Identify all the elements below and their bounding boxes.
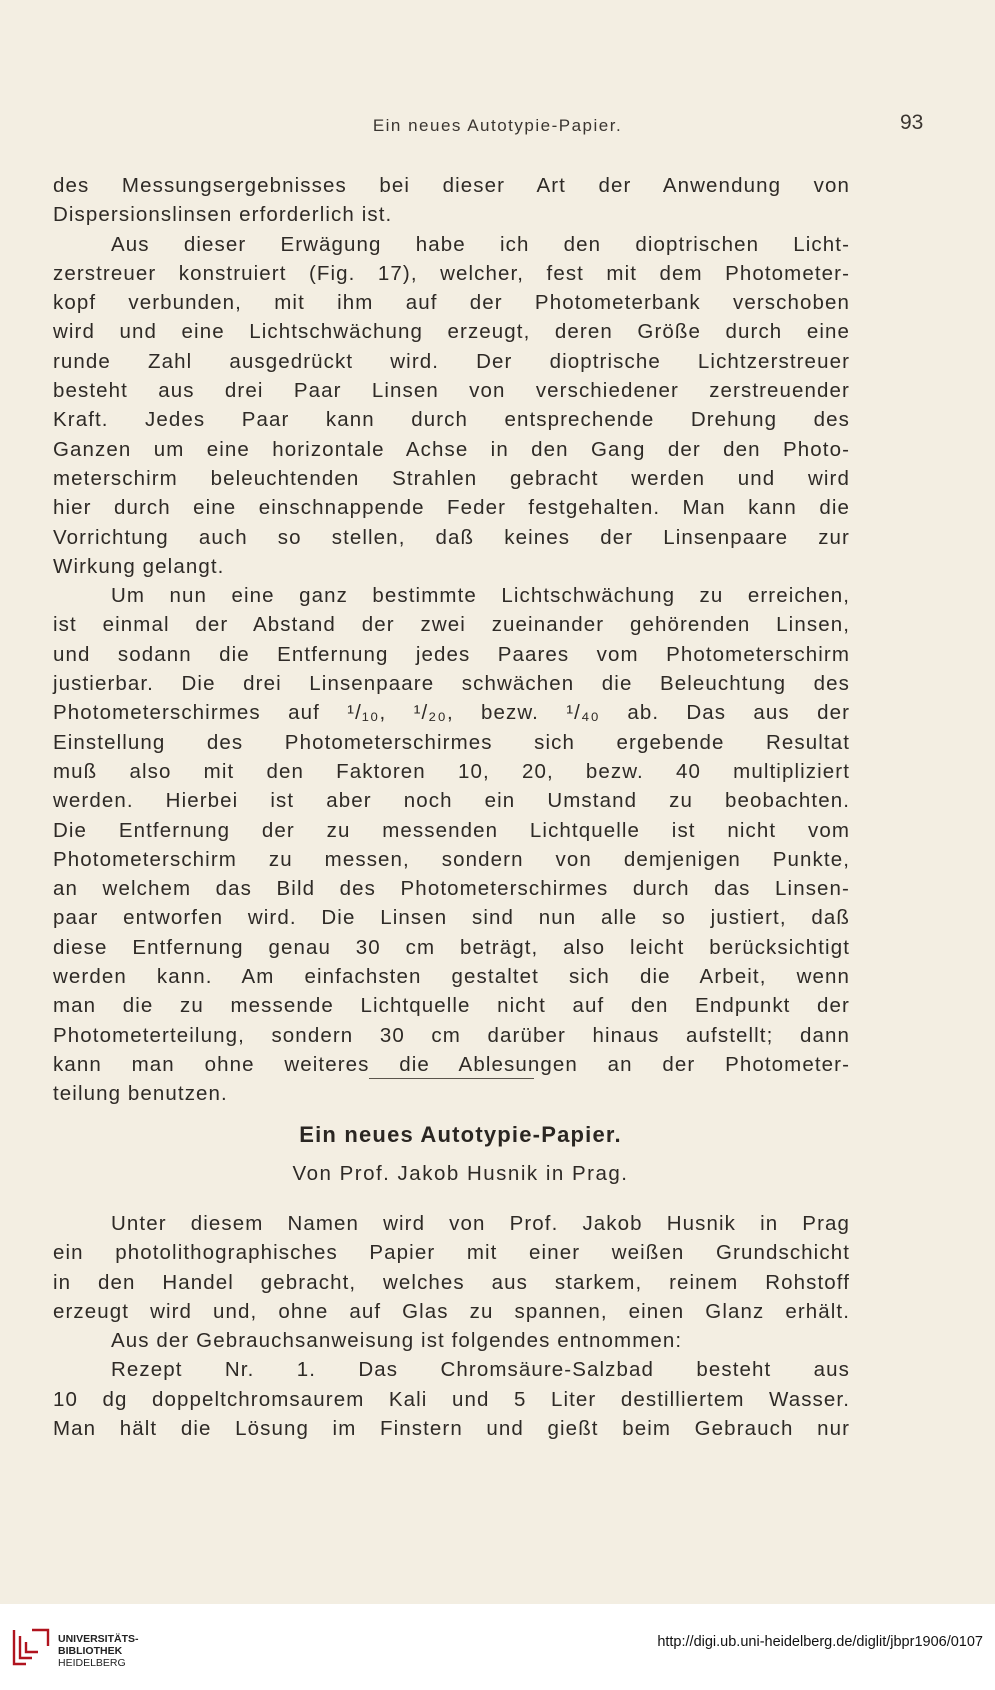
text-line: werden kann. Am einfachsten gestaltet sich die Arbeit, wenn xyxy=(53,965,850,989)
text-line: besteht aus drei Paar Linsen von verschiedener zerstreuender xyxy=(53,379,850,403)
text-line: Kraft. Jedes Paar kann durch entsprechende Drehung des xyxy=(53,408,850,432)
text-line: Photometerschirm zu messen, sondern von demjenigen Punkte, xyxy=(53,847,850,871)
text-line: Ganzen um eine horizontale Achse in den Gang der den Photo- xyxy=(53,437,850,461)
text-line: Um nun eine ganz bestimmte Lichtschwächung zu erreichen, xyxy=(111,584,850,608)
text-line: Aus der Gebrauchsanweisung ist folgendes entnommen: xyxy=(111,1329,683,1353)
article-body-text xyxy=(53,1209,850,1443)
text-line: man die zu messende Lichtquelle nicht auf den Endpunkt der xyxy=(53,994,850,1018)
text-line: Man hält die Lösung im Finstern und gießt beim Gebrauch nur xyxy=(53,1417,850,1441)
article-title: Ein neues Autotypie-Papier. xyxy=(299,1122,622,1147)
text-line: ein photolithographisches Papier mit einer weißen Grundschicht xyxy=(53,1241,850,1265)
text-line: Die Entfernung der zu messenden Lichtquelle ist nicht vom xyxy=(53,818,850,842)
text-line: justierbar. Die drei Linsenpaare schwächen die Beleuchtung des xyxy=(53,672,850,696)
text-line: Photometerteilung, sondern 30 cm darüber hinaus aufstellt; dann xyxy=(53,1023,850,1047)
text-line: zerstreuer konstruiert (Fig. 17), welcher, fest mit dem Photometer- xyxy=(53,261,850,285)
article-author: Von Prof. Jakob Husnik in Prag. xyxy=(292,1162,629,1185)
permalink-url[interactable]: http://digi.ub.uni-heidelberg.de/diglit/jbpr1906/0107 xyxy=(657,1634,983,1650)
text-line: des Messungsergebnisses bei dieser Art der Anwendung von xyxy=(53,174,850,197)
text-line: Wirkung gelangt. xyxy=(53,554,225,578)
text-line: diese Entfernung genau 30 cm beträgt, also leicht berücksichtigt xyxy=(53,935,850,959)
logo-strokes xyxy=(14,1630,48,1664)
text-line: Vorrichtung auch so stellen, daß keines der Linsenpaare zur xyxy=(53,525,850,549)
university-library-logo-icon xyxy=(10,1626,52,1668)
text-line: ist einmal der Abstand der zwei zueinander gehörenden Linsen, xyxy=(53,613,850,637)
text-line: Einstellung des Photometerschirmes sich ergebende Resultat xyxy=(53,730,850,754)
text-line: in den Handel gebracht, welches aus starkem, reinem Rohstoff xyxy=(53,1270,850,1294)
text-line: werden. Hierbei ist aber noch ein Umstand zu beobachten. xyxy=(53,789,850,813)
text-line: und sodann die Entfernung jedes Paares vom Photometerschirm xyxy=(53,642,850,666)
text-line: teilung benutzen. xyxy=(53,1082,228,1106)
text-line: muß also mit den Faktoren 10, 20, bezw. 40 multipliziert xyxy=(53,759,850,783)
institution-line: HEIDELBERG xyxy=(58,1657,126,1669)
text-line: erzeugt wird und, ohne auf Glas zu spannen, einen Glanz erhält. xyxy=(53,1299,850,1323)
text-line: Rezept Nr. 1. Das Chromsäure-Salzbad besteht aus xyxy=(111,1358,850,1382)
running-title: Ein neues Autotypie-Papier. xyxy=(372,116,623,135)
section-divider xyxy=(369,1078,534,1079)
text-line: Unter diesem Namen wird von Prof. Jakob Husnik in Prag xyxy=(111,1212,850,1235)
text-line: wird und eine Lichtschwächung erzeugt, deren Größe durch eine xyxy=(53,320,850,344)
text-line: paar entworfen wird. Die Linsen sind nun alle so justiert, daß xyxy=(53,906,850,930)
text-line: hier durch eine einschnappende Feder festgehalten. Man kann die xyxy=(53,496,850,520)
text-line: Dispersionslinsen erforderlich ist. xyxy=(53,203,393,227)
section-body-text xyxy=(53,171,850,1109)
text-line: runde Zahl ausgedrückt wird. Der dioptrische Lichtzerstreuer xyxy=(53,349,850,373)
text-line: an welchem das Bild des Photometerschirmes durch das Linsen- xyxy=(53,877,850,901)
text-line: kann man ohne weiteres die Ablesungen an der Photometer- xyxy=(53,1052,850,1076)
footer-bar xyxy=(0,1604,995,1690)
institution-line: BIBLIOTHEK xyxy=(58,1645,123,1657)
institution-name xyxy=(58,1633,139,1669)
text-line: kopf verbunden, mit ihm auf der Photometerbank verschoben xyxy=(53,291,850,315)
institution-line: UNIVERSITÄTS- xyxy=(58,1633,139,1645)
text-line: meterschirm beleuchtenden Strahlen gebracht werden und wird xyxy=(53,466,850,490)
text-line: Photometerschirmes auf ¹/₁₀, ¹/₂₀, bezw. ¹/₄₀ ab. Das aus der xyxy=(53,701,850,725)
text-line: Aus dieser Erwägung habe ich den dioptrischen Licht- xyxy=(111,232,850,256)
page-number: 93 xyxy=(900,111,924,134)
text-line: 10 dg doppeltchromsaurem Kali und 5 Liter destilliertem Wasser. xyxy=(53,1387,850,1411)
